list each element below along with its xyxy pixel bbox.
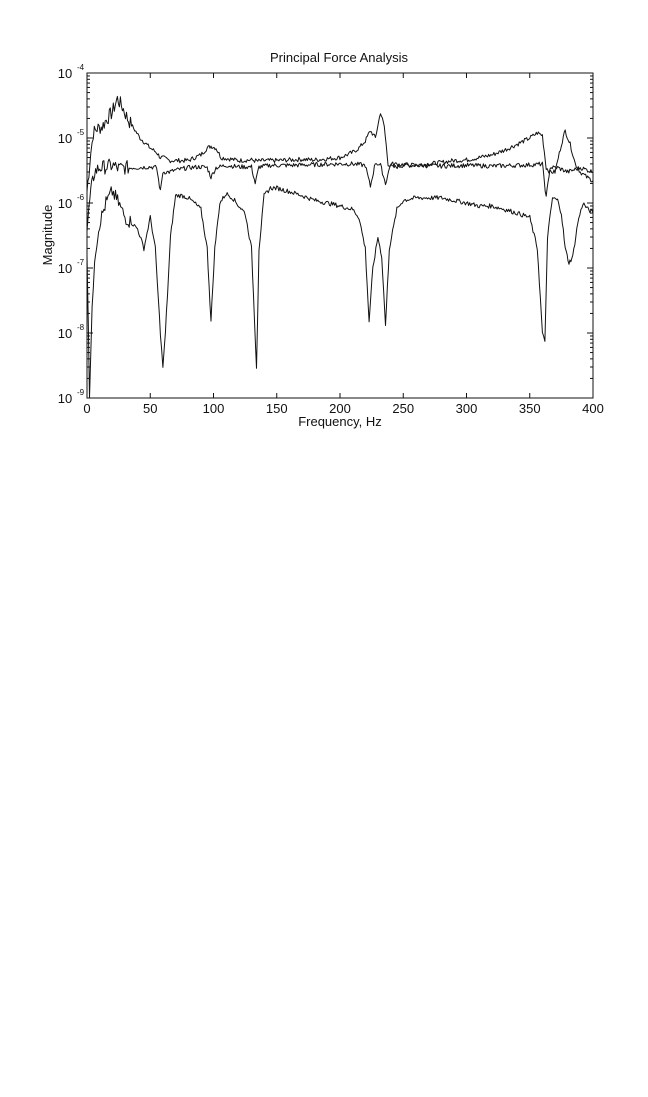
x-tick-label: 350: [518, 401, 541, 416]
x-tick-label: 150: [265, 401, 288, 416]
x-tick-label: 400: [582, 401, 604, 416]
y-tick-label-base: 10: [57, 326, 73, 341]
x-tick-label: 50: [143, 401, 158, 416]
series-line-3: [87, 186, 593, 398]
y-tick-label-base: 10: [57, 66, 73, 81]
x-tick-label: 0: [83, 401, 91, 416]
y-tick-label-exponent: -8: [77, 323, 85, 332]
x-tick-label: 250: [392, 401, 415, 416]
chart-title: Principal Force Analysis: [270, 50, 408, 65]
x-tick-label: 200: [329, 401, 351, 416]
series-line-1: [87, 96, 593, 191]
y-tick-label-exponent: -7: [77, 258, 85, 267]
x-axis-ticks: [83, 73, 603, 416]
y-tick-label-base: 10: [57, 131, 73, 146]
x-tick-label: 100: [202, 401, 225, 416]
y-tick-label-base: 10: [57, 391, 73, 406]
y-tick-label-base: 10: [57, 261, 73, 276]
y-axis-ticks: [58, 63, 593, 406]
y-tick-label-exponent: -4: [77, 63, 85, 72]
y-tick-label-exponent: -9: [77, 388, 85, 397]
plot-area-frame: [87, 73, 593, 398]
x-tick-label: 300: [455, 401, 478, 416]
series-layer: [87, 96, 593, 398]
series-line-2: [87, 159, 593, 231]
y-axis-label: Magnitude: [40, 204, 55, 266]
y-tick-label-exponent: -5: [77, 128, 85, 137]
y-tick-label-base: 10: [57, 196, 73, 211]
x-axis-label: Frequency, Hz: [298, 414, 382, 429]
y-tick-label-exponent: -6: [77, 193, 85, 202]
